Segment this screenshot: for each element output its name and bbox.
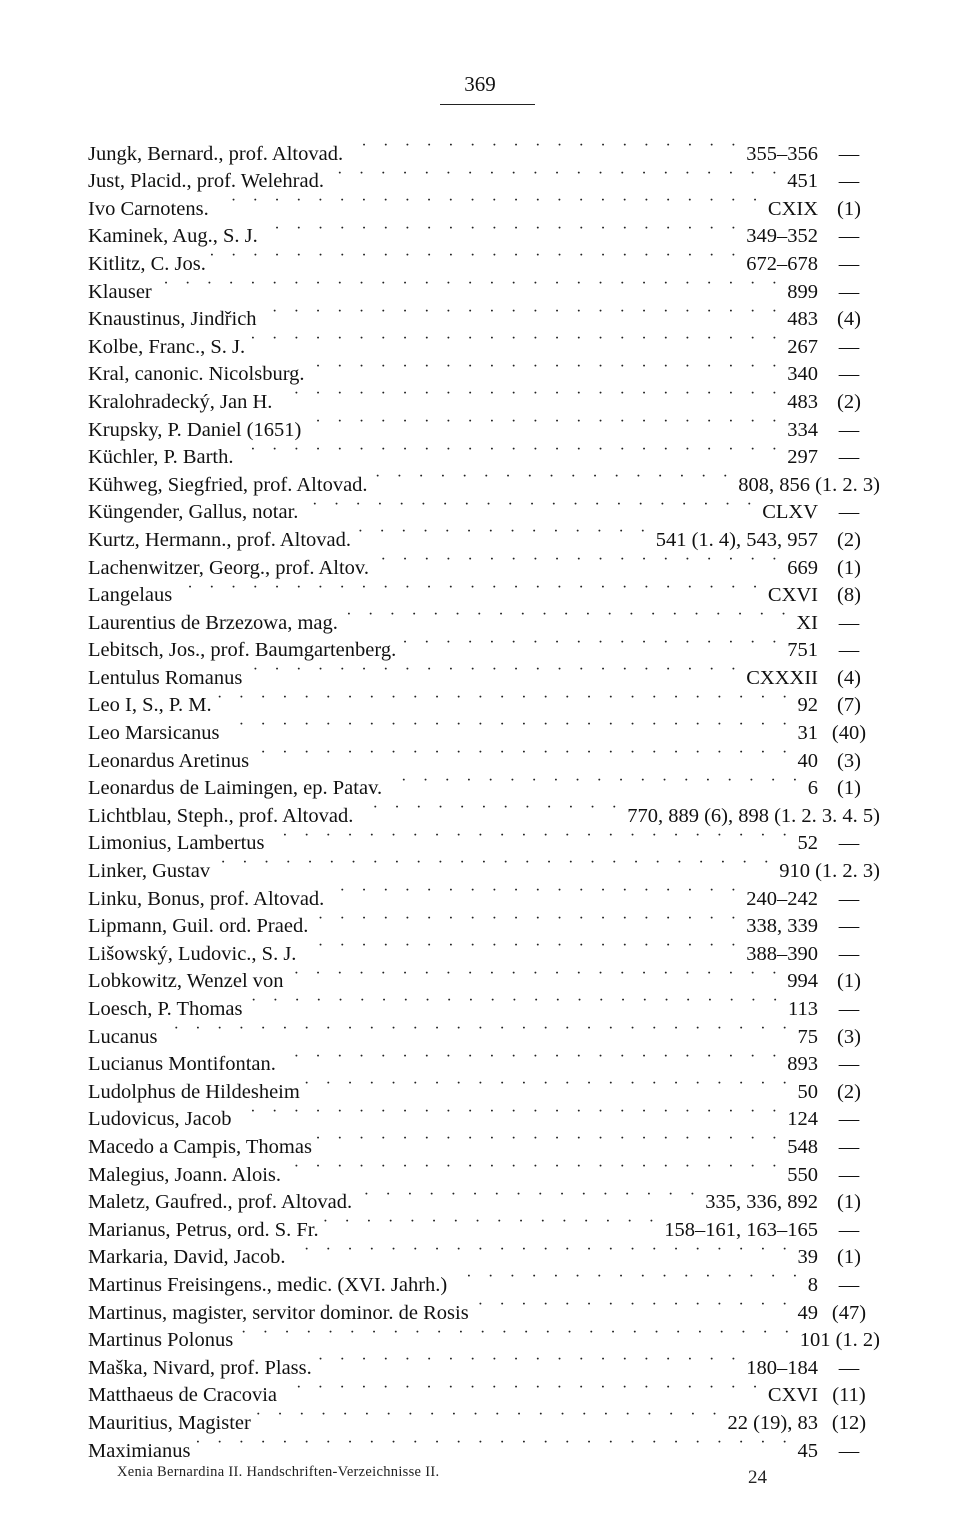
dot-leader xyxy=(372,463,735,491)
entry-note: — xyxy=(838,887,860,910)
entry-note: — xyxy=(838,998,860,1020)
entry-note: — xyxy=(838,639,860,662)
dot-leader xyxy=(312,905,742,933)
entry-name: Jungk, Bernard., prof. Altovad. xyxy=(88,141,347,169)
entry-name: Knaustinus, Jindřich xyxy=(88,306,261,334)
dot-leader xyxy=(213,187,764,215)
entry-note: (1) xyxy=(837,777,861,800)
entry-page-reference: CXVI xyxy=(764,1382,818,1410)
entry-page-reference: 340 xyxy=(783,361,818,389)
page-number-rule xyxy=(440,104,535,105)
entry-note: (3) xyxy=(837,749,861,772)
dot-leader xyxy=(176,574,764,602)
index-entry xyxy=(88,1263,880,1296)
entry-page-reference: 180–184 xyxy=(742,1355,818,1383)
dot-leader xyxy=(386,767,804,795)
index-entry xyxy=(88,215,880,248)
entry-note: (1) xyxy=(837,970,861,993)
entry-note: — xyxy=(838,915,860,938)
index-entry xyxy=(88,767,880,800)
entry-note: — xyxy=(838,225,860,248)
entry-page-reference: 388–390 xyxy=(742,941,818,969)
index-entry xyxy=(88,160,880,193)
entry-page-reference: 751 xyxy=(783,637,818,665)
entry-page-reference: 483 xyxy=(783,389,818,417)
entry-note: (2) xyxy=(837,1080,861,1103)
dot-leader xyxy=(302,491,758,519)
page-number: 369 xyxy=(464,72,496,96)
entry-note: — xyxy=(838,418,860,441)
dot-leader xyxy=(316,1125,783,1153)
entry-page-reference: 550 xyxy=(783,1162,818,1190)
entry-note: (11) xyxy=(832,1384,866,1407)
entry-note: — xyxy=(838,1439,860,1462)
entry-page-reference: CLXV xyxy=(758,499,818,527)
entry-note: — xyxy=(838,1163,860,1186)
index-entry xyxy=(88,436,880,469)
entry-note: — xyxy=(838,1218,860,1241)
entry-page-reference: CXIX xyxy=(764,196,818,224)
dot-leader xyxy=(309,353,784,381)
footer-signature: 24 xyxy=(748,1467,767,1488)
entry-page-reference: CXXXII xyxy=(742,665,818,693)
index-entry xyxy=(88,1015,880,1048)
index-entry xyxy=(88,987,880,1020)
index-entry xyxy=(88,518,880,551)
entry-note: (47) xyxy=(831,1301,867,1324)
entry-name: Martinus, magister, servitor dominor. de Rosis xyxy=(88,1300,473,1328)
entry-page-reference: 240–242 xyxy=(742,886,818,914)
dot-leader xyxy=(238,436,784,464)
dot-leader xyxy=(210,242,742,270)
entry-page-reference: 75 xyxy=(794,1024,819,1052)
entry-page-reference: 355–356 xyxy=(742,141,818,169)
entry-page-reference: 770, 889 (6), 898 (1. 2. 3. 4. 5) xyxy=(623,803,880,831)
index-entry xyxy=(88,187,880,220)
entry-page-reference: 52 xyxy=(794,830,819,858)
index-entry xyxy=(88,905,880,938)
dot-leader xyxy=(253,739,793,767)
entry-name: Malegius, Joann. Alois. xyxy=(88,1162,285,1190)
entry-page-reference: 669 xyxy=(783,555,818,583)
entry-note: (1) xyxy=(837,1191,861,1214)
entry-page-reference: 349–352 xyxy=(742,223,818,251)
entry-note: — xyxy=(838,832,860,855)
index-entry xyxy=(88,1429,880,1462)
entry-name: Martinus Freisingens., medic. (XVI. Jahrh.) xyxy=(88,1272,451,1300)
entry-name: Leonardus de Laimingen, ep. Patav. xyxy=(88,775,386,803)
entry-name: Lobkowitz, Wenzel von xyxy=(88,968,288,996)
entry-note: — xyxy=(838,335,860,358)
entry-page-reference: 548 xyxy=(783,1134,818,1162)
entry-page-reference: 113 xyxy=(784,996,818,1024)
dot-leader xyxy=(285,1153,783,1181)
dot-leader xyxy=(356,1181,701,1209)
entry-name: Kitlitz, C. Jos. xyxy=(88,251,210,279)
entry-name: Lentulus Romanus xyxy=(88,665,246,693)
dot-leader xyxy=(269,822,794,850)
dot-leader xyxy=(305,408,783,436)
dot-leader xyxy=(451,1263,803,1291)
index-entry xyxy=(88,1208,880,1241)
entry-name: Maška, Nivard, prof. Plass. xyxy=(88,1355,316,1383)
dot-leader xyxy=(224,711,794,739)
entry-name: Limonius, Lambertus xyxy=(88,830,269,858)
entry-page-reference: 334 xyxy=(783,417,818,445)
entry-note: — xyxy=(838,363,860,386)
index-entry xyxy=(88,877,880,910)
entry-name: Ivo Carnotens. xyxy=(88,196,213,224)
index-entry xyxy=(88,822,880,855)
dot-leader xyxy=(276,380,783,408)
entry-page-reference: 994 xyxy=(783,968,818,996)
index-entry xyxy=(88,298,880,331)
entry-page-reference: 92 xyxy=(794,692,819,720)
entry-name: Ludolphus de Hildesheim xyxy=(88,1079,304,1107)
entry-page-reference: 335, 336, 892 xyxy=(701,1189,818,1217)
dot-leader xyxy=(235,1098,783,1126)
index-entry xyxy=(88,794,880,827)
entry-name: Kolbe, Franc., S. J. xyxy=(88,334,249,362)
index-entry xyxy=(88,491,880,524)
dot-leader xyxy=(355,518,652,546)
entry-name: Kühweg, Siegfried, prof. Altovad. xyxy=(88,472,372,500)
index-entry xyxy=(88,932,880,965)
entry-page-reference: 50 xyxy=(794,1079,819,1107)
entry-name: Macedo a Campis, Thomas xyxy=(88,1134,316,1162)
index-entry xyxy=(88,1319,880,1352)
entry-name: Leo I, S., P. M. xyxy=(88,692,216,720)
index-entry xyxy=(88,1401,880,1434)
entry-note: — xyxy=(838,142,860,165)
entry-note: — xyxy=(838,1053,860,1076)
dot-leader xyxy=(357,794,623,822)
entry-note: (1) xyxy=(837,556,861,579)
entry-page-reference: 541 (1. 4), 543, 957 xyxy=(652,527,818,555)
dot-leader xyxy=(323,1208,661,1236)
entry-note: (40) xyxy=(831,722,867,745)
dot-leader xyxy=(214,849,775,877)
entry-name: Martinus Polonus xyxy=(88,1327,237,1355)
entry-page-reference: 893 xyxy=(783,1051,818,1079)
entry-name: Langelaus xyxy=(88,582,176,610)
entry-page-reference: 338, 339 xyxy=(742,913,818,941)
entry-page-reference: 6 xyxy=(804,775,818,803)
entry-note: (4) xyxy=(837,308,861,331)
entry-note: — xyxy=(838,170,860,193)
entry-name: Mauritius, Magister xyxy=(88,1410,255,1438)
dot-leader xyxy=(281,1374,764,1402)
index-entry xyxy=(88,546,880,579)
entry-page-reference: 45 xyxy=(794,1438,819,1466)
entry-note: (8) xyxy=(837,584,861,607)
dot-leader xyxy=(328,160,783,188)
index-entry xyxy=(88,684,880,717)
entry-note: (12) xyxy=(831,1411,867,1434)
index-entry xyxy=(88,132,880,165)
entry-note: — xyxy=(838,1356,860,1379)
dot-leader xyxy=(246,656,742,684)
index-entry xyxy=(88,1236,880,1269)
dot-leader xyxy=(249,325,783,353)
entry-page-reference: 483 xyxy=(783,306,818,334)
index-entry xyxy=(88,1153,880,1186)
entry-name: Kaminek, Aug., S. J. xyxy=(88,223,262,251)
entry-name: Ludovicus, Jacob xyxy=(88,1106,235,1134)
entry-name: Just, Placid., prof. Welehrad. xyxy=(88,168,328,196)
dot-leader xyxy=(328,877,742,905)
entry-note: (4) xyxy=(837,666,861,689)
index-entry xyxy=(88,1374,880,1407)
entry-note: — xyxy=(838,1273,860,1296)
entry-name: Küchler, P. Barth. xyxy=(88,444,238,472)
entry-name: Leonardus Aretinus xyxy=(88,748,253,776)
entry-name: Linku, Bonus, prof. Altovad. xyxy=(88,886,328,914)
entry-name: Krupsky, P. Daniel (1651) xyxy=(88,417,305,445)
entry-note: — xyxy=(838,942,860,965)
entry-page-reference: 672–678 xyxy=(742,251,818,279)
entry-name: Lucanus xyxy=(88,1024,161,1052)
dot-leader xyxy=(262,215,743,243)
dot-leader xyxy=(216,684,794,712)
dot-leader xyxy=(195,1429,794,1457)
entry-page-reference: 40 xyxy=(794,748,819,776)
index-entry xyxy=(88,1125,880,1158)
entry-note: — xyxy=(838,501,860,524)
entry-name: Loesch, P. Thomas xyxy=(88,996,247,1024)
entry-name: Lachenwitzer, Georg., prof. Altov. xyxy=(88,555,373,583)
footer-title: Xenia Bernardina II. Handschriften-Verzeichnisse II. xyxy=(117,1464,440,1480)
dot-leader xyxy=(342,601,792,629)
dot-leader xyxy=(300,932,742,960)
entry-name: Lucianus Montifontan. xyxy=(88,1051,280,1079)
dot-leader xyxy=(161,1015,793,1043)
entry-note: — xyxy=(838,446,860,469)
entry-page-reference: 101 (1. 2) xyxy=(796,1327,880,1355)
entry-page-reference: 8 xyxy=(804,1272,818,1300)
entry-page-reference: 808, 856 (1. 2. 3) xyxy=(734,472,880,500)
entry-page-reference: 297 xyxy=(783,444,818,472)
index-entry xyxy=(88,711,880,745)
entry-note: (3) xyxy=(837,1025,861,1048)
entry-name: Matthaeus de Cracovia xyxy=(88,1382,281,1410)
entry-name: Marianus, Petrus, ord. S. Fr. xyxy=(88,1217,323,1245)
index-entry xyxy=(88,353,880,386)
entry-note: (2) xyxy=(837,390,861,413)
entry-note: — xyxy=(838,1108,860,1131)
entry-note: — xyxy=(838,611,860,634)
dot-leader xyxy=(316,1346,742,1374)
entry-name: Markaria, David, Jacob. xyxy=(88,1244,290,1272)
entry-name: Küngender, Gallus, notar. xyxy=(88,499,302,527)
entry-page-reference: 910 (1. 2. 3) xyxy=(775,858,880,886)
entry-note: (7) xyxy=(837,694,861,717)
entry-note: — xyxy=(838,252,860,275)
index-entry xyxy=(88,960,880,993)
entry-page-reference: 31 xyxy=(794,720,819,748)
dot-leader xyxy=(290,1236,794,1264)
index-entry xyxy=(88,656,880,689)
entry-page-reference: 899 xyxy=(783,279,818,307)
entry-note: (1) xyxy=(837,1246,861,1269)
entry-page-reference: 49 xyxy=(794,1300,819,1328)
dot-leader xyxy=(255,1401,724,1429)
entry-page-reference: 22 (19), 83 xyxy=(723,1410,818,1438)
dot-leader xyxy=(373,546,783,574)
entry-name: Kral, canonic. Nicolsburg. xyxy=(88,361,309,389)
entry-name: Lipmann, Guil. ord. Praed. xyxy=(88,913,312,941)
entry-page-reference: 451 xyxy=(783,168,818,196)
index-entry xyxy=(88,270,880,303)
index-entry xyxy=(88,325,880,358)
entry-page-reference: 267 xyxy=(783,334,818,362)
entry-name: Maximianus xyxy=(88,1438,195,1466)
index-entry xyxy=(88,1070,880,1103)
entry-note: — xyxy=(838,280,860,303)
index-list xyxy=(88,132,880,1462)
entry-page-reference: 39 xyxy=(794,1244,819,1272)
entry-name: Lišowský, Ludovic., S. J. xyxy=(88,941,300,969)
index-entry xyxy=(88,463,880,496)
entry-note: (2) xyxy=(837,528,861,551)
entry-name: Kurtz, Hermann., prof. Altovad. xyxy=(88,527,355,555)
dot-leader xyxy=(304,1070,794,1098)
dot-leader xyxy=(288,960,784,988)
entry-page-reference: 158–161, 163–165 xyxy=(660,1217,818,1245)
dot-leader xyxy=(237,1319,795,1347)
index-entry xyxy=(88,408,880,441)
index-entry xyxy=(88,1181,880,1214)
index-entry xyxy=(88,1346,880,1379)
index-entry xyxy=(88,849,880,883)
entry-name: Maletz, Gaufred., prof. Altovad. xyxy=(88,1189,356,1217)
entry-note: (1) xyxy=(837,197,861,220)
entry-name: Klauser xyxy=(88,279,156,307)
dot-leader xyxy=(156,270,783,298)
index-entry xyxy=(88,242,880,275)
index-entry xyxy=(88,629,880,662)
index-entry xyxy=(88,1043,880,1076)
index-entry xyxy=(88,601,880,634)
dot-leader xyxy=(247,987,784,1015)
entry-page-reference: XI xyxy=(792,610,818,638)
entry-page-reference: 124 xyxy=(783,1106,818,1134)
index-entry xyxy=(88,380,880,413)
entry-note: — xyxy=(838,1135,860,1158)
dot-leader xyxy=(473,1291,794,1319)
entry-name: Lebitsch, Jos., prof. Baumgartenberg. xyxy=(88,637,400,665)
entry-page-reference: CXVI xyxy=(764,582,818,610)
index-entry xyxy=(88,1291,880,1324)
entry-name: Laurentius de Brzezowa, mag. xyxy=(88,610,342,638)
index-entry xyxy=(88,1098,880,1131)
entry-name: Lichtblau, Steph., prof. Altovad. xyxy=(88,803,357,831)
dot-leader xyxy=(280,1043,783,1071)
dot-leader xyxy=(261,298,784,326)
entry-name: Leo Marsicanus xyxy=(88,720,224,748)
entry-name: Linker, Gustav xyxy=(88,858,214,886)
dot-leader xyxy=(347,132,742,160)
entry-name: Kralohradecký, Jan H. xyxy=(88,389,276,417)
index-entry xyxy=(88,739,880,772)
dot-leader xyxy=(400,629,783,657)
index-entry xyxy=(88,574,880,607)
